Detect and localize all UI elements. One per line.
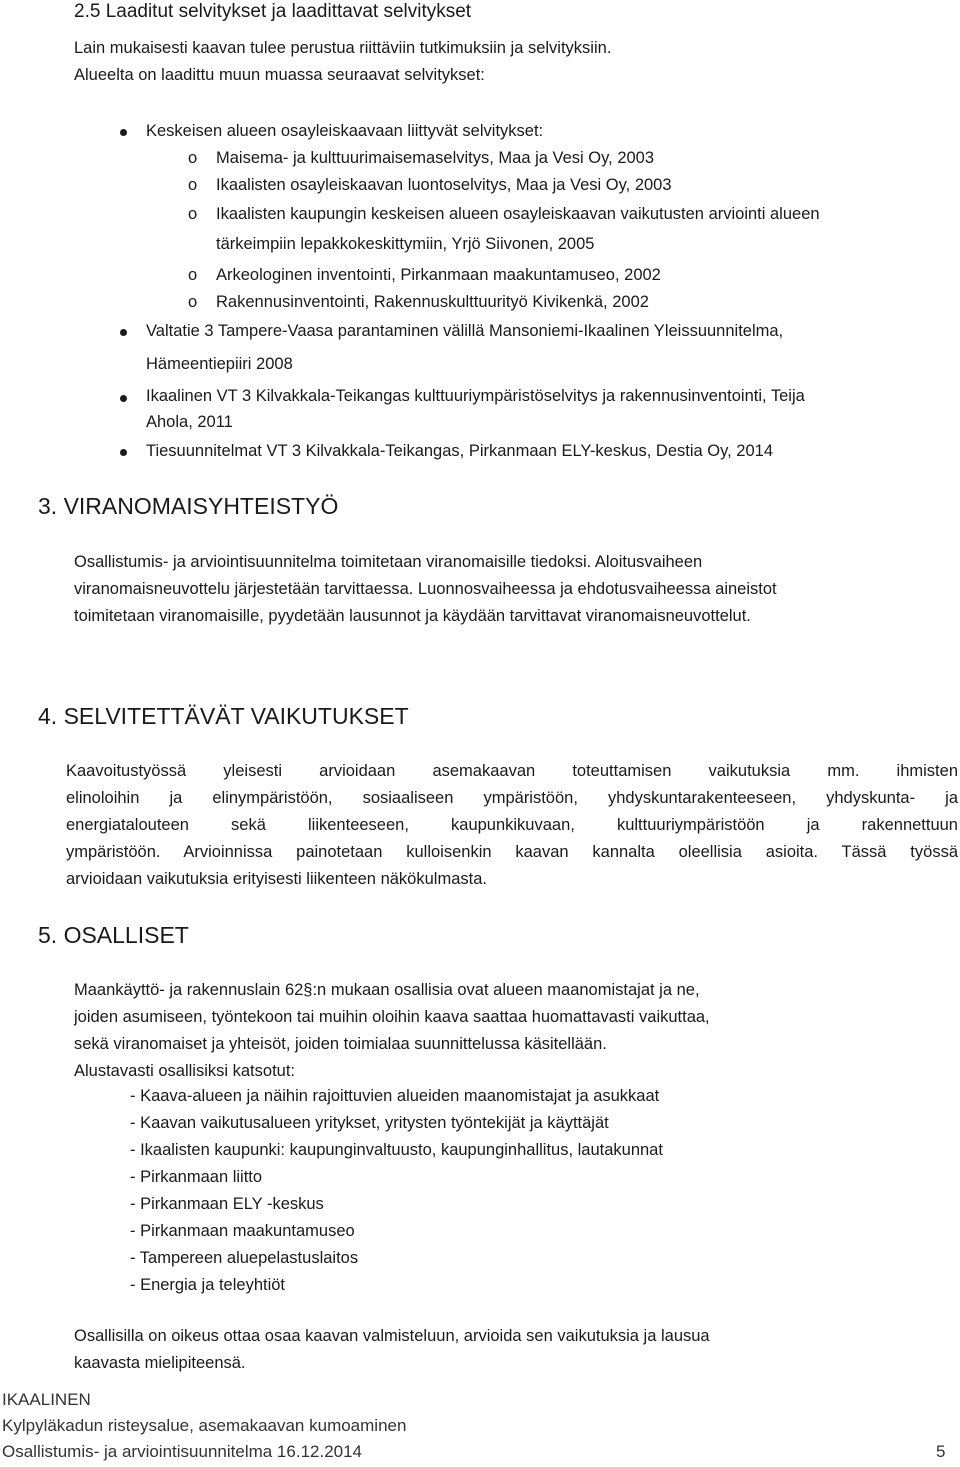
sub-list-item: Maisema- ja kulttuurimaisemaselvitys, Maa ja Vesi Oy, 2003: [216, 149, 655, 167]
paragraph-line: Maankäyttö- ja rakennuslain 62§:n mukaan osallisia ovat alueen maanomistajat ja ne,: [74, 981, 700, 999]
section-heading: 4. SELVITETTÄVÄT VAIKUTUKSET: [38, 703, 409, 729]
paragraph-line: sekä viranomaiset ja yhteisöt, joiden toimialaa suunnittelussa käsitellään.: [74, 1035, 607, 1053]
footer-doc-date: Osallistumis- ja arviointisuunnitelma 16.12.2014: [2, 1442, 363, 1461]
list-item: Ikaalinen VT 3 Kilvakkala-Teikangas kulttuuriympäristöselvitys ja rakennusinventointi, Teija: [146, 387, 805, 405]
sub-list-item: Ikaalisten kaupungin keskeisen alueen osayleiskaavan vaikutusten arviointi alueen: [216, 205, 820, 223]
list-item: - Kaava-alueen ja näihin rajoittuvien alueiden maanomistajat ja asukkaat: [130, 1087, 660, 1105]
paragraph-line: Kaavoitustyössä yleisesti arvioidaan asemakaavan toteuttamisen vaikutuksia mm. ihmisten: [66, 762, 958, 780]
paragraph-line: Alueelta on laadittu muun muassa seuraavat selvitykset:: [74, 66, 485, 84]
list-item: - Pirkanmaan liitto: [130, 1168, 263, 1186]
section-heading: 3. VIRANOMAISYHTEISTYÖ: [38, 493, 339, 519]
bullet-icon: [120, 395, 127, 402]
list-item-continued: Ahola, 2011: [146, 413, 233, 431]
circle-bullet-icon: o: [188, 176, 198, 194]
list-item: Tiesuunnitelmat VT 3 Kilvakkala-Teikangas, Pirkanmaan ELY-keskus, Destia Oy, 2014: [146, 442, 773, 460]
paragraph-line: Lain mukaisesti kaavan tulee perustua riittäviin tutkimuksiin ja selvityksiin.: [74, 39, 612, 57]
section-heading: 5. OSALLISET: [38, 922, 189, 948]
paragraph-line: elinoloihin ja elinympäristöön, sosiaaliseen ympäristöön, yhdyskuntarakenteeseen, yhdyskunta- ja: [66, 789, 958, 807]
paragraph-line: toimitetaan viranomaisille, pyydetään lausunnot ja käydään tarvittavat viranomaisneuvottelut.: [74, 607, 751, 625]
section-heading: 2.5 Laaditut selvitykset ja laadittavat selvitykset: [74, 1, 472, 22]
circle-bullet-icon: o: [188, 293, 198, 311]
paragraph-line: arvioidaan vaikutuksia erityisesti liikenteen näkökulmasta.: [66, 870, 487, 888]
page-number: 5: [936, 1442, 946, 1461]
paragraph-line: Alustavasti osallisiksi katsotut:: [74, 1062, 296, 1080]
paragraph-line: Osallistumis- ja arviointisuunnitelma toimitetaan viranomaisille tiedoksi. Aloitusvaiheen: [74, 553, 703, 571]
list-item: - Pirkanmaan ELY -keskus: [130, 1195, 324, 1213]
paragraph-line: joiden asumiseen, työntekoon tai muihin oloihin kaava saattaa huomattavasti vaikuttaa,: [74, 1008, 710, 1026]
circle-bullet-icon: o: [188, 205, 198, 223]
list-item: - Ikaalisten kaupunki: kaupunginvaltuusto, kaupunginhallitus, lautakunnat: [130, 1141, 663, 1159]
list-item-continued: Hämeentiepiiri 2008: [146, 355, 293, 373]
list-item: Keskeisen alueen osayleiskaavaan liittyvät selvitykset:: [146, 122, 544, 140]
circle-bullet-icon: o: [188, 149, 198, 167]
circle-bullet-icon: o: [188, 266, 198, 284]
paragraph-line: ympäristöön. Arvioinnissa painotetaan kulloisenkin kaavan kannalta oleellisia asioita. Tässä työssä: [66, 843, 958, 861]
paragraph-line: Osallisilla on oikeus ottaa osaa kaavan valmisteluun, arvioida sen vaikutuksia ja lausua: [74, 1327, 710, 1345]
bullet-icon: [120, 449, 127, 456]
paragraph-line: viranomaisneuvottelu järjestetään tarvittaessa. Luonnosvaiheessa ja ehdotusvaiheessa aineistot: [74, 580, 777, 598]
paragraph-line: kaavasta mielipiteensä.: [74, 1354, 246, 1372]
bullet-icon: [120, 329, 127, 336]
sub-list-item-continued: tärkeimpiin lepakkokeskittymiin, Yrjö Siivonen, 2005: [216, 235, 595, 253]
list-item: - Energia ja teleyhtiöt: [130, 1276, 286, 1294]
footer-title: Kylpyläkadun risteysalue, asemakaavan kumoaminen: [2, 1416, 407, 1435]
list-item: - Tampereen aluepelastuslaitos: [130, 1249, 359, 1267]
footer-place: IKAALINEN: [2, 1390, 91, 1409]
sub-list-item: Ikaalisten osayleiskaavan luontoselvitys, Maa ja Vesi Oy, 2003: [216, 176, 672, 194]
paragraph-line: energiatalouteen sekä liikenteeseen, kaupunkikuvaan, kulttuuriympäristöön ja rakennettuun: [66, 816, 958, 834]
bullet-icon: [120, 129, 127, 136]
list-item: Valtatie 3 Tampere-Vaasa parantaminen välillä Mansoniemi-Ikaalinen Yleissuunnitelma,: [146, 322, 784, 340]
list-item: - Pirkanmaan maakuntamuseo: [130, 1222, 355, 1240]
sub-list-item: Rakennusinventointi, Rakennuskulttuurityö Kivikenkä, 2002: [216, 293, 649, 311]
sub-list-item: Arkeologinen inventointi, Pirkanmaan maakuntamuseo, 2002: [216, 266, 661, 284]
list-item: - Kaavan vaikutusalueen yritykset, yritysten työntekijät ja käyttäjät: [130, 1114, 609, 1132]
